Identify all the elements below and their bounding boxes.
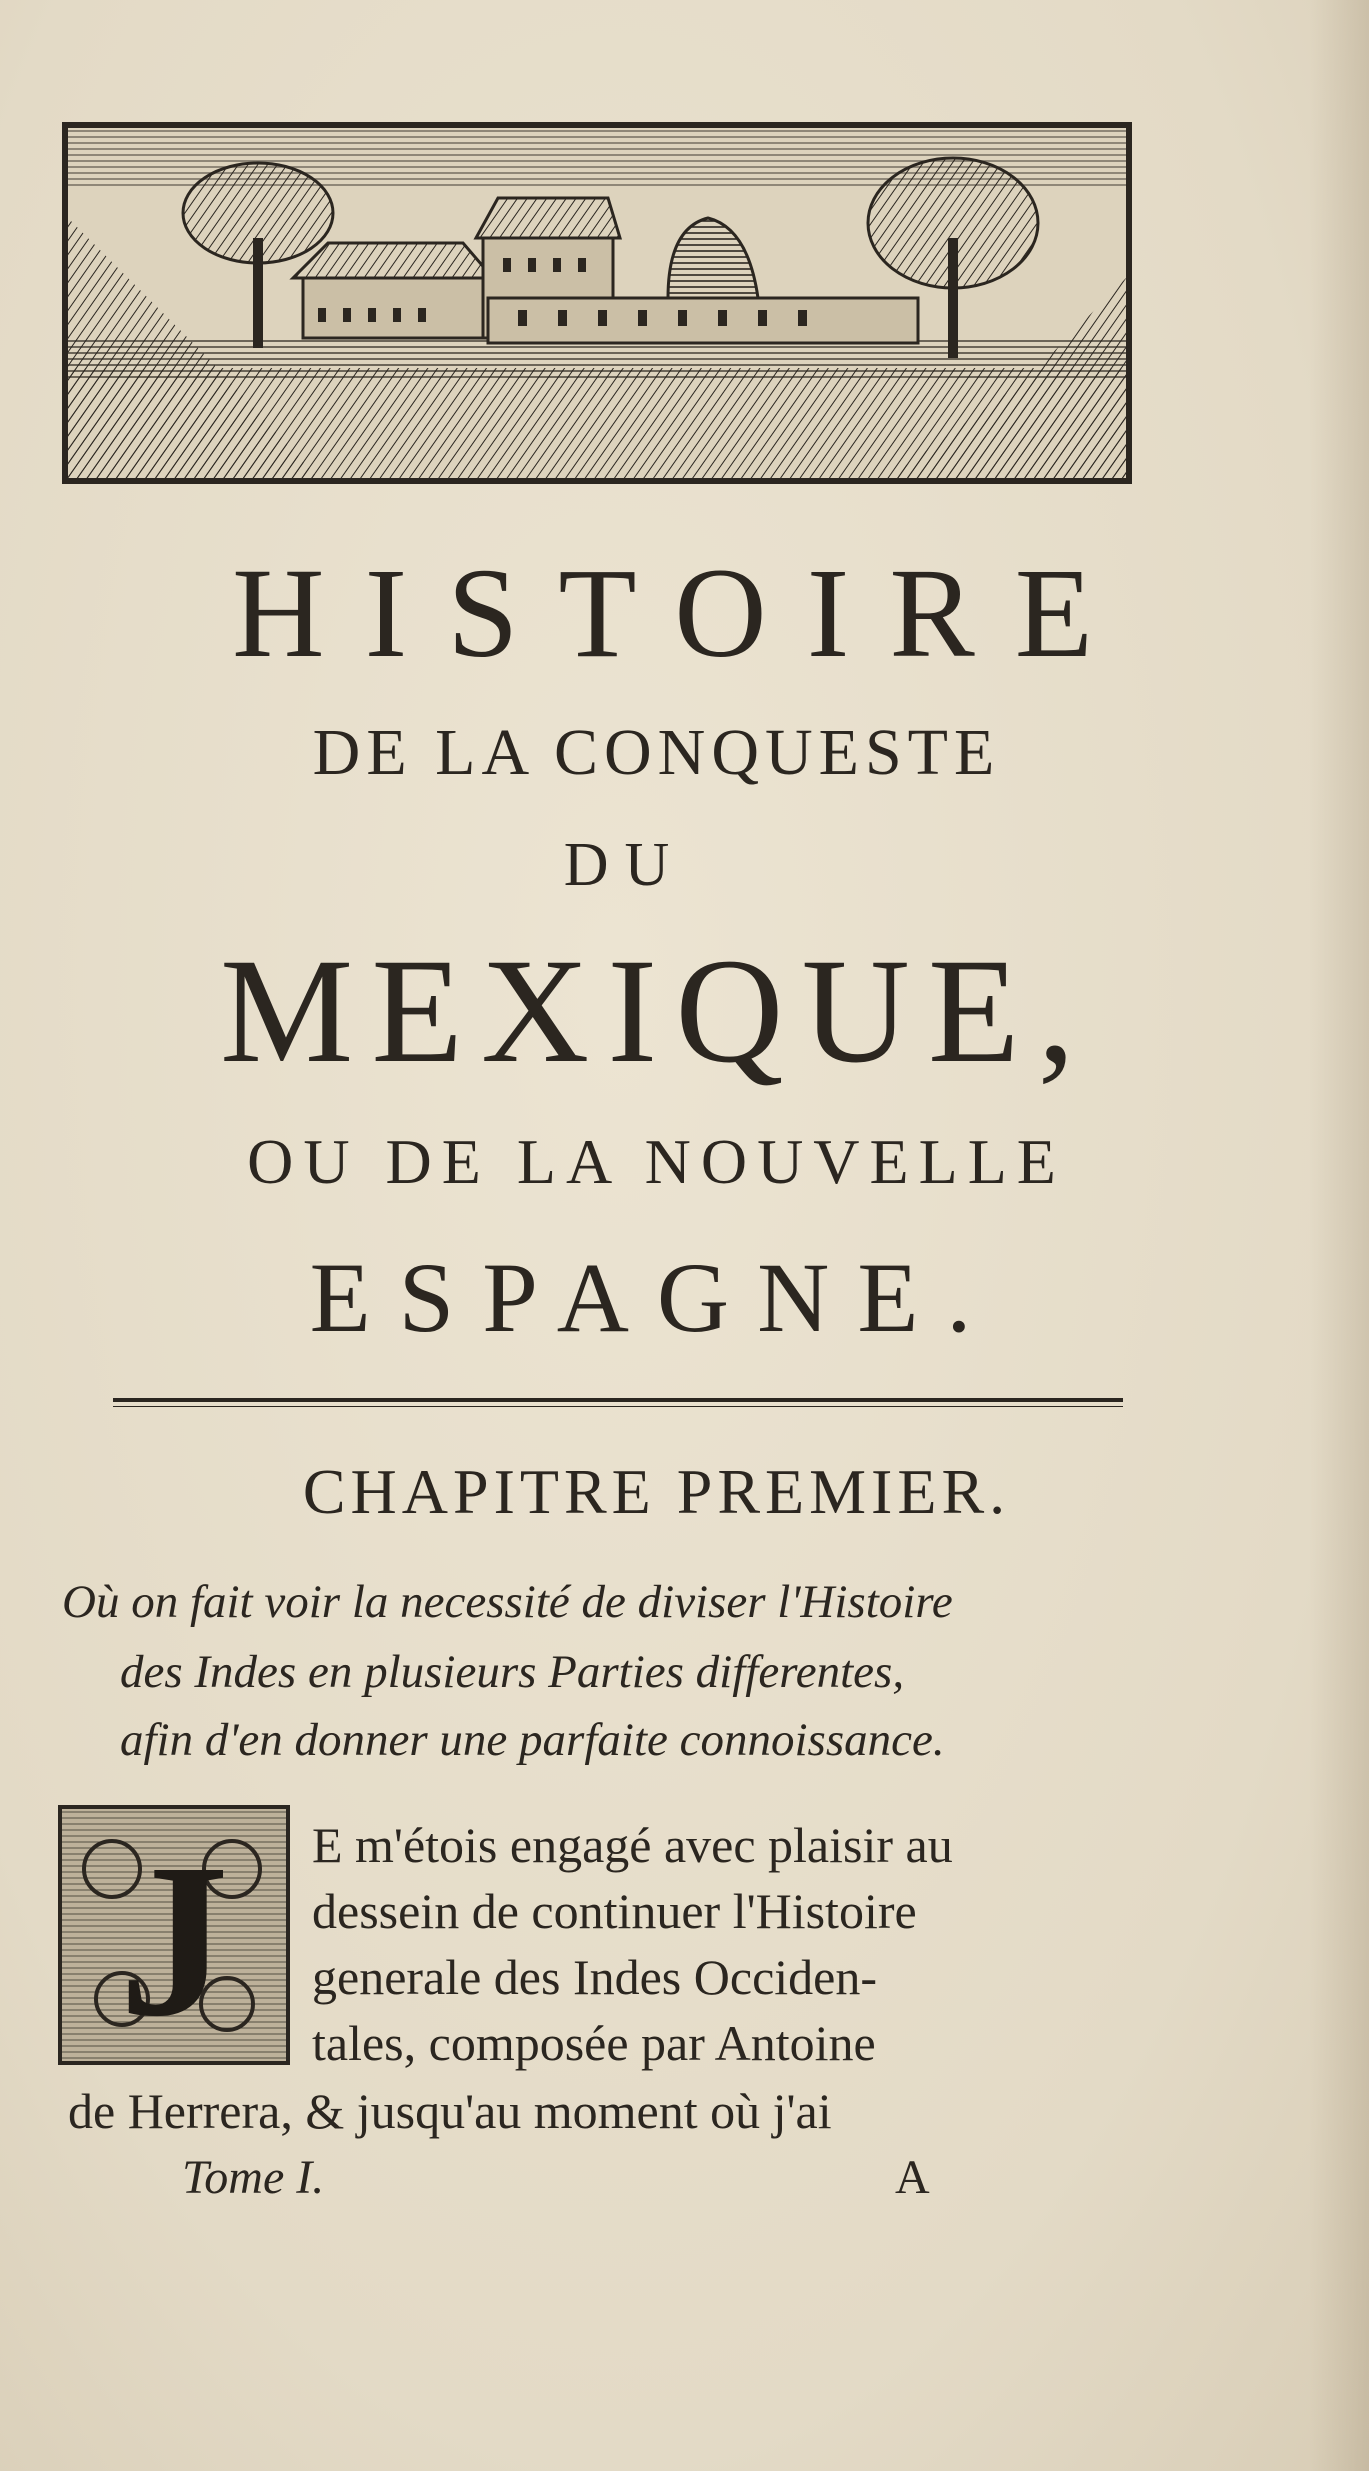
body-text-line: E m'étois engagé avec plaisir au — [312, 1817, 953, 1873]
title-line-mexique: MEXIQUE, — [219, 928, 1094, 1094]
body-text-line: tales, composée par Antoine — [312, 2015, 876, 2071]
signature-mark: A — [895, 2151, 930, 2204]
body-text-line: dessein de continuer l'Histoire — [312, 1883, 917, 1939]
chapter-summary-line: des Indes en plusieurs Parties differentes, — [120, 1646, 905, 1698]
divider-rule-thin — [113, 1406, 1123, 1407]
body-text-line: de Herrera, & jusqu'au moment où j'ai — [68, 2083, 832, 2139]
chapter-summary-line: Où on fait voir la necessité de diviser l'Histoire — [62, 1576, 953, 1628]
chapter-heading: CHAPITRE PREMIER. — [302, 1456, 1011, 1527]
ornamental-initial-icon — [58, 1805, 290, 2065]
page-shadow — [1309, 0, 1369, 2471]
title-line-espagne: ESPAGNE. — [309, 1242, 1000, 1353]
dropcap-ornament-icon — [62, 1809, 286, 2061]
landscape-illustration-icon — [68, 128, 1126, 478]
title-line-histoire: HISTOIRE — [232, 542, 1133, 684]
title-line-du: DU — [563, 831, 686, 899]
dropcap-letter: J — [119, 1818, 229, 2061]
body-text-line: generale des Indes Occiden- — [312, 1949, 877, 2005]
title-line-nouvelle: OU DE LA NOUVELLE — [247, 1126, 1066, 1197]
chapter-summary-line: afin d'en donner une parfaite connoissance. — [120, 1714, 945, 1766]
volume-label: Tome I. — [182, 2151, 325, 2204]
headpiece-engraving — [62, 122, 1132, 484]
title-line-conqueste: DE LA CONQUESTE — [312, 716, 1001, 789]
divider-rule — [113, 1398, 1123, 1402]
